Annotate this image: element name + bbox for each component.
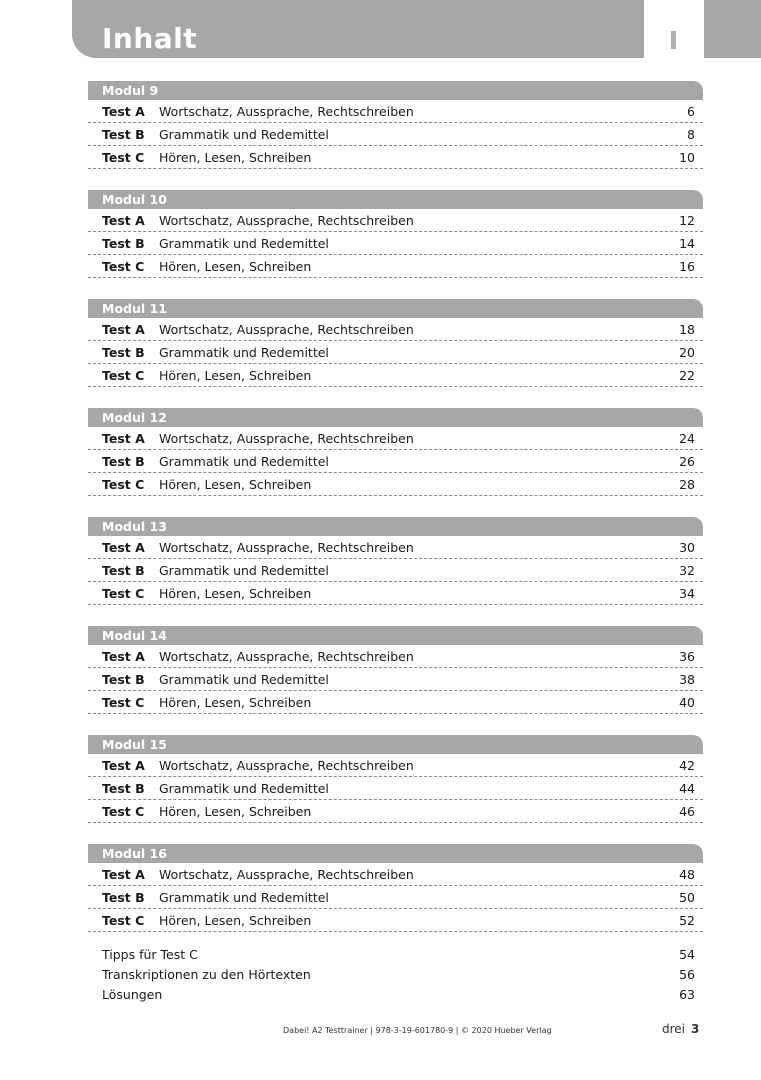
page-number: 3 (691, 1022, 700, 1036)
toc-row[interactable] (88, 146, 703, 169)
test-label: Test C (102, 585, 145, 601)
module-section (88, 626, 703, 715)
extra-title: Tipps für Test C (102, 946, 198, 962)
module-section (88, 81, 703, 170)
page-word: drei (662, 1022, 686, 1036)
page-number: 32 (679, 562, 695, 578)
page-number: 18 (679, 321, 695, 337)
test-label: Test B (102, 344, 145, 360)
page-number: 6 (687, 103, 695, 119)
page-number: 20 (679, 344, 695, 360)
page-number: 56 (679, 966, 695, 982)
test-title: Grammatik und Redemittel (159, 889, 329, 905)
test-title: Wortschatz, Aussprache, Rechtschreiben (159, 866, 414, 882)
page-number: 52 (679, 912, 695, 928)
test-label: Test C (102, 258, 145, 274)
test-title: Wortschatz, Aussprache, Rechtschreiben (159, 430, 414, 446)
test-label: Test B (102, 562, 145, 578)
footer-page-number (662, 1022, 699, 1036)
test-label: Test C (102, 476, 145, 492)
page-number: 30 (679, 539, 695, 555)
toc-row[interactable] (88, 645, 703, 668)
module-section (88, 299, 703, 388)
page-number: 34 (679, 585, 695, 601)
test-title: Hören, Lesen, Schreiben (159, 694, 312, 710)
test-title: Hören, Lesen, Schreiben (159, 367, 312, 383)
extra-title: Lösungen (102, 986, 163, 1002)
toc-row[interactable] (88, 582, 703, 605)
page-number: 26 (679, 453, 695, 469)
toc-row[interactable] (88, 668, 703, 691)
test-label: Test A (102, 321, 145, 337)
module-heading: Modul 11 (88, 299, 703, 318)
module-heading: Modul 13 (88, 517, 703, 536)
page-number: 28 (679, 476, 695, 492)
module-heading: Modul 9 (88, 81, 703, 100)
page-number: 50 (679, 889, 695, 905)
module-heading: Modul 15 (88, 735, 703, 754)
module-heading: Modul 16 (88, 844, 703, 863)
page-number: 40 (679, 694, 695, 710)
test-label: Test C (102, 803, 145, 819)
toc-row[interactable] (88, 909, 703, 932)
toc-row[interactable] (88, 123, 703, 146)
page-number: 44 (679, 780, 695, 796)
test-title: Grammatik und Redemittel (159, 562, 329, 578)
page-number: 10 (679, 149, 695, 165)
test-label: Test A (102, 212, 145, 228)
module-heading: Modul 10 (88, 190, 703, 209)
toc-row[interactable] (88, 318, 703, 341)
toc-row[interactable] (88, 754, 703, 777)
test-title: Wortschatz, Aussprache, Rechtschreiben (159, 103, 414, 119)
page-number: 16 (679, 258, 695, 274)
page-number: 36 (679, 648, 695, 664)
page-number: 38 (679, 671, 695, 687)
test-label: Test B (102, 780, 145, 796)
toc-row[interactable] (88, 559, 703, 582)
test-title: Grammatik und Redemittel (159, 344, 329, 360)
page-number: 8 (687, 126, 695, 142)
header-band-right (704, 0, 761, 58)
test-label: Test B (102, 671, 145, 687)
extra-row[interactable] (88, 984, 703, 1004)
toc-row[interactable] (88, 341, 703, 364)
test-label: Test B (102, 453, 145, 469)
module-heading: Modul 12 (88, 408, 703, 427)
test-label: Test C (102, 149, 145, 165)
test-title: Hören, Lesen, Schreiben (159, 258, 312, 274)
page-number: 12 (679, 212, 695, 228)
page-number: 46 (679, 803, 695, 819)
toc-row[interactable] (88, 886, 703, 909)
toc-row[interactable] (88, 100, 703, 123)
page-number: 42 (679, 757, 695, 773)
test-label: Test C (102, 367, 145, 383)
test-title: Hören, Lesen, Schreiben (159, 803, 312, 819)
module-section (88, 517, 703, 606)
toc-row[interactable] (88, 863, 703, 886)
test-title: Wortschatz, Aussprache, Rechtschreiben (159, 321, 414, 337)
module-section (88, 735, 703, 824)
test-label: Test A (102, 757, 145, 773)
test-title: Hören, Lesen, Schreiben (159, 585, 312, 601)
test-title: Wortschatz, Aussprache, Rechtschreiben (159, 539, 414, 555)
test-label: Test C (102, 912, 145, 928)
extra-title: Transkriptionen zu den Hörtexten (102, 966, 311, 982)
toc-row[interactable] (88, 473, 703, 496)
test-title: Grammatik und Redemittel (159, 671, 329, 687)
page-title: Inhalt (102, 22, 198, 55)
page-number: 14 (679, 235, 695, 251)
extra-row[interactable] (88, 964, 703, 984)
test-label: Test B (102, 126, 145, 142)
toc-row[interactable] (88, 364, 703, 387)
test-title: Hören, Lesen, Schreiben (159, 149, 312, 165)
test-title: Hören, Lesen, Schreiben (159, 912, 312, 928)
toc-row[interactable] (88, 427, 703, 450)
test-label: Test A (102, 103, 145, 119)
test-title: Grammatik und Redemittel (159, 780, 329, 796)
section-tab (644, 0, 704, 58)
test-label: Test A (102, 648, 145, 664)
toc-row[interactable] (88, 777, 703, 800)
module-section (88, 844, 703, 933)
test-label: Test B (102, 235, 145, 251)
test-label: Test B (102, 889, 145, 905)
footer-imprint: Dabei! A2 Testtrainer | 978-3-19-601780-9 | © 2020 Hueber Verlag (283, 1026, 552, 1035)
test-title: Grammatik und Redemittel (159, 235, 329, 251)
extra-row[interactable] (88, 944, 703, 964)
test-title: Wortschatz, Aussprache, Rechtschreiben (159, 212, 414, 228)
page-number: 48 (679, 866, 695, 882)
extra-sections (88, 944, 703, 1004)
toc-row[interactable] (88, 450, 703, 473)
test-title: Wortschatz, Aussprache, Rechtschreiben (159, 648, 414, 664)
table-of-contents (88, 81, 703, 953)
page-number: 63 (679, 986, 695, 1002)
page-number: 24 (679, 430, 695, 446)
toc-row[interactable] (88, 800, 703, 823)
test-label: Test A (102, 430, 145, 446)
toc-row[interactable] (88, 255, 703, 278)
test-label: Test A (102, 866, 145, 882)
page-number: 22 (679, 367, 695, 383)
test-label: Test C (102, 694, 145, 710)
test-label: Test A (102, 539, 145, 555)
page-number: 54 (679, 946, 695, 962)
test-title: Wortschatz, Aussprache, Rechtschreiben (159, 757, 414, 773)
section-mark (671, 31, 676, 49)
module-heading: Modul 14 (88, 626, 703, 645)
module-section (88, 408, 703, 497)
test-title: Grammatik und Redemittel (159, 126, 329, 142)
toc-row[interactable] (88, 209, 703, 232)
toc-row[interactable] (88, 536, 703, 559)
test-title: Hören, Lesen, Schreiben (159, 476, 312, 492)
toc-row[interactable] (88, 232, 703, 255)
toc-row[interactable] (88, 691, 703, 714)
test-title: Grammatik und Redemittel (159, 453, 329, 469)
module-section (88, 190, 703, 279)
